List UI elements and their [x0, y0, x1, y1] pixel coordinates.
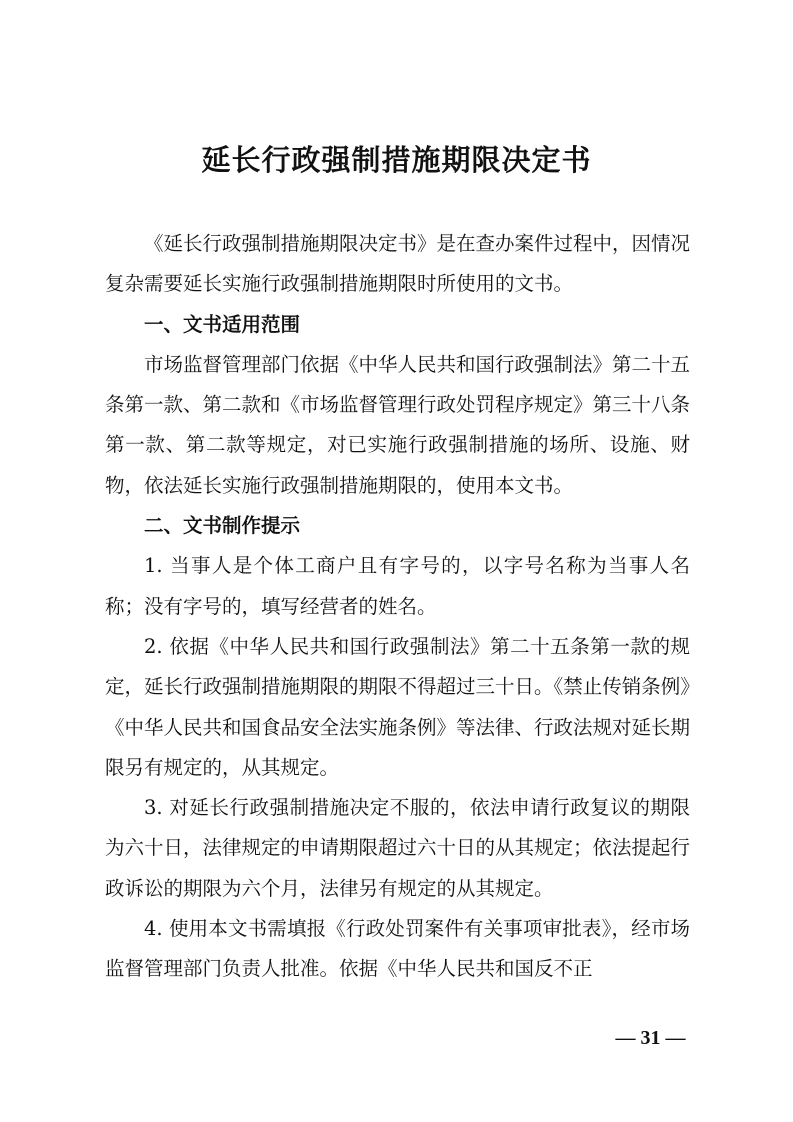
- scope-paragraph: 市场监督管理部门依据《中华人民共和国行政强制法》第二十五条第一款、第二款和《市场监督管理行政处罚程序规定》第三十八条第一款、第二款等规定，对已实施行政强制措施的场所、设施、财物，依法延长实施行政强制措施期限的，使用本文书。: [105, 352, 691, 497]
- intro-paragraph: 《延长行政强制措施期限决定书》是在查办案件过程中，因情况复杂需要延长实施行政强制措施期限时所使用的文书。: [105, 232, 691, 296]
- tip-item-1: 1. 当事人是个体工商户且有字号的，以字号名称为当事人名称；没有字号的，填写经营者的姓名。: [105, 554, 690, 618]
- tip-item-4: 4. 使用本文书需填报《行政处罚案件有关事项审批表》，经市场监督管理部门负责人批准。依据《中华人民共和国反不正: [105, 917, 690, 981]
- document-body: [105, 224, 690, 990]
- section-heading-tips: 二、文书制作提示: [144, 514, 301, 538]
- page-title: 延长行政强制措施期限决定书: [201, 143, 592, 177]
- section-heading-scope: 一、文书适用范围: [144, 312, 301, 336]
- tip-item-2: 2. 依据《中华人民共和国行政强制法》第二十五条第一款的规定，延长行政强制措施期限的期限不得超过三十日。《禁止传销条例》《中华人民共和国食品安全法实施条例》等法律、行政法规对延长期限另有规定的，从其规定。: [105, 634, 691, 779]
- tip-item-3: 3. 对延长行政强制措施决定不服的，依法申请行政复议的期限为六十日，法律规定的申请期限超过六十日的从其规定；依法提起行政诉讼的期限为六个月，法律另有规定的从其规定。: [105, 796, 691, 900]
- page-number: — 31 —: [615, 1027, 686, 1049]
